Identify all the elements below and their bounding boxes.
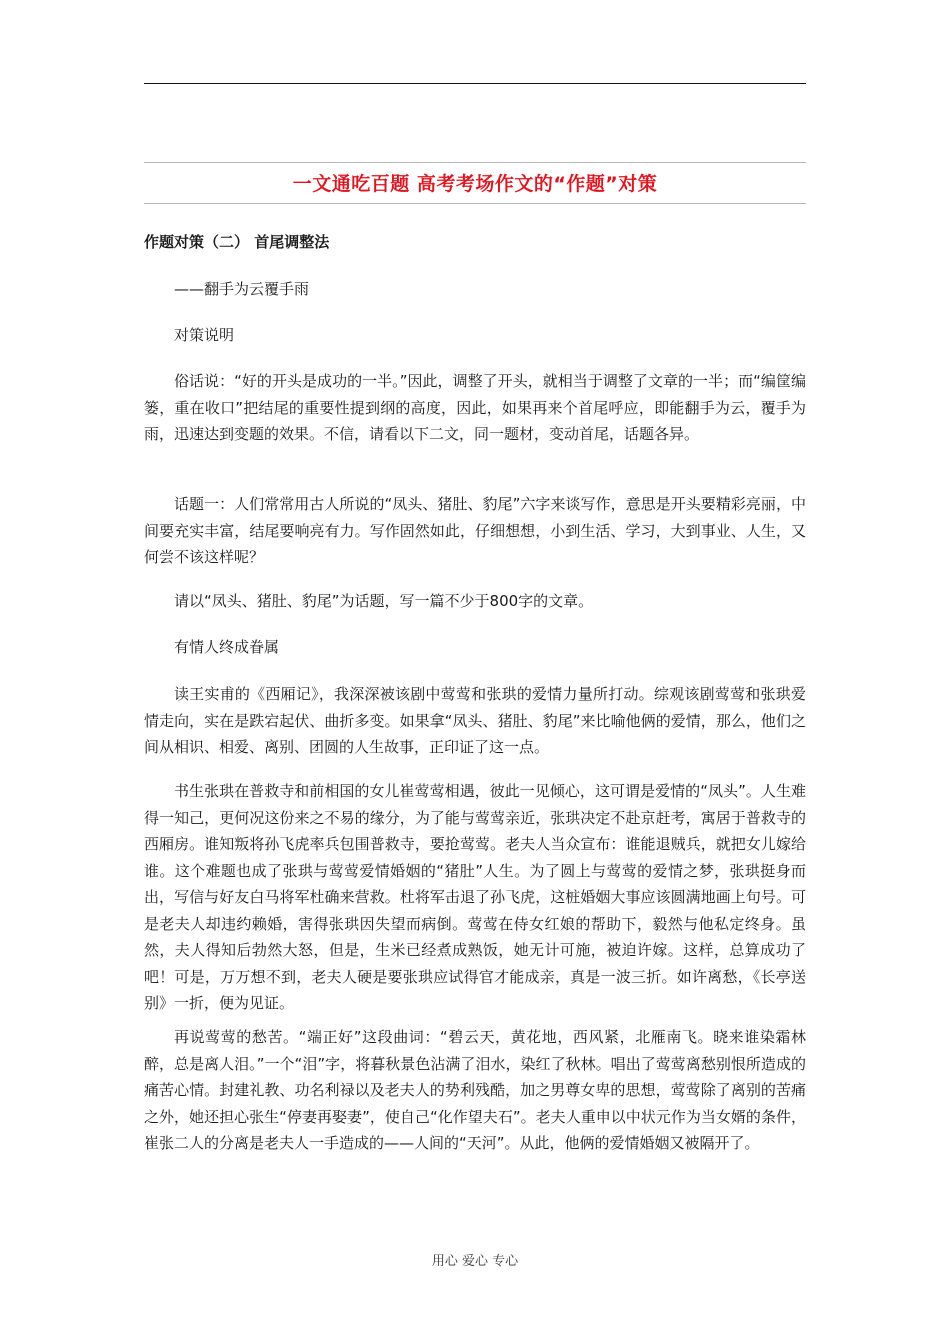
epigraph: ——翻手为云覆手雨 [174,280,310,298]
body-paragraph: 再说莺莺的愁苦。“端正好”这段曲词：“碧云天，黄花地，西风紧，北雁南飞。晓来谁染霜林醉，总是离人泪。”一个“泪”字，将暮秋景色沾满了泪水，染红了秋林。唱出了莺莺离愁别恨所造成的痛苦心情。封建礼教、功名利禄以及老夫人的势利残酷，加之男尊女卑的思想，莺莺除了离别的苦痛之外，她还担心张生“停妻再娶妻”，使自己“化作望夫石”。老夫人重申以中状元作为当女婿的条件，崔张二人的分离是老夫人一手造成的——人间的“天河”。从此，他俩的爱情婚姻又被隔开了。 [144,1028,806,1152]
body-paragraph: 读王实甫的《西厢记》，我深深被该剧中莺莺和张珙的爱情力量所打动。综观该剧莺莺和张珙爱情走向，实在是跌宕起伏、曲折多变。如果拿“凤头、猪肚、豹尾”来比喻他俩的爱情，那么，他们之间从相识、相爱、离别、团圆的人生故事，正印证了这一点。 [144,685,806,756]
section-heading: 作题对策（二） 首尾调整法 [144,233,330,251]
header-rule [144,83,806,84]
body-paragraph: 请以“凤头、猪肚、豹尾”为话题，写一篇不少于800字的文章。 [174,592,594,610]
body-paragraph: 话题一：人们常常用古人所说的“凤头、猪肚、豹尾”六字来谈写作，意思是开头要精彩亮丽，中间要充实丰富，结尾要响亮有力。写作固然如此，仔细想想，小到生活、学习，大到事业、人生，又何尝不该这样呢？ [144,495,806,566]
page-title: 一文通吃百题 高考考场作文的“作题”对策 [292,173,658,195]
body-paragraph: 俗话说：“好的开头是成功的一半。”因此，调整了开头，就相当于调整了文章的一半；而“编筐编篓，重在收口”把结尾的重要性提到纲的高度，因此，如果再来个首尾呼应，即能翻手为云，覆手为雨，迅速达到变题的效果。不信，请看以下二文，同一题材，变动首尾，话题各异。 [144,372,806,443]
page-footer: 用心 爱心 专心 [431,1254,519,1269]
title-band [144,162,806,204]
section-label: 对策说明 [174,326,235,344]
body-paragraph: 书生张珙在普救寺和前相国的女儿崔莺莺相遇，彼此一见倾心，这可谓是爱情的“凤头”。人生难得一知己，更何况这份来之不易的缘分，为了能与莺莺亲近，张珙决定不赴京赶考，寓居于普救寺的西厢房。谁知叛将孙飞虎率兵包围普救寺，要抢莺莺。老夫人当众宣布：谁能退贼兵，就把女儿嫁给谁。这个难题也成了张珙与莺莺爱情婚姻的“猪肚”人生。为了圆上与莺莺的爱情之梦，张珙挺身而出，写信与好友白马将军杜确来营救。杜将军击退了孙飞虎，这桩婚姻大事应该圆满地画上句号。可是老夫人却违约赖婚，害得张珙因失望而病倒。莺莺在侍女红娘的帮助下，毅然与他私定终身。虽然，夫人得知后勃然大怒，但是，生米已经煮成熟饭，她无计可施，被迫许嫁。这样，总算成功了吧！可是，万万想不到，老夫人硬是要张珙应试得官才能成亲，真是一波三折。如许离愁，《长亭送别》一折，便为见证。 [144,782,806,1012]
essay-title: 有情人终成眷属 [174,638,280,656]
